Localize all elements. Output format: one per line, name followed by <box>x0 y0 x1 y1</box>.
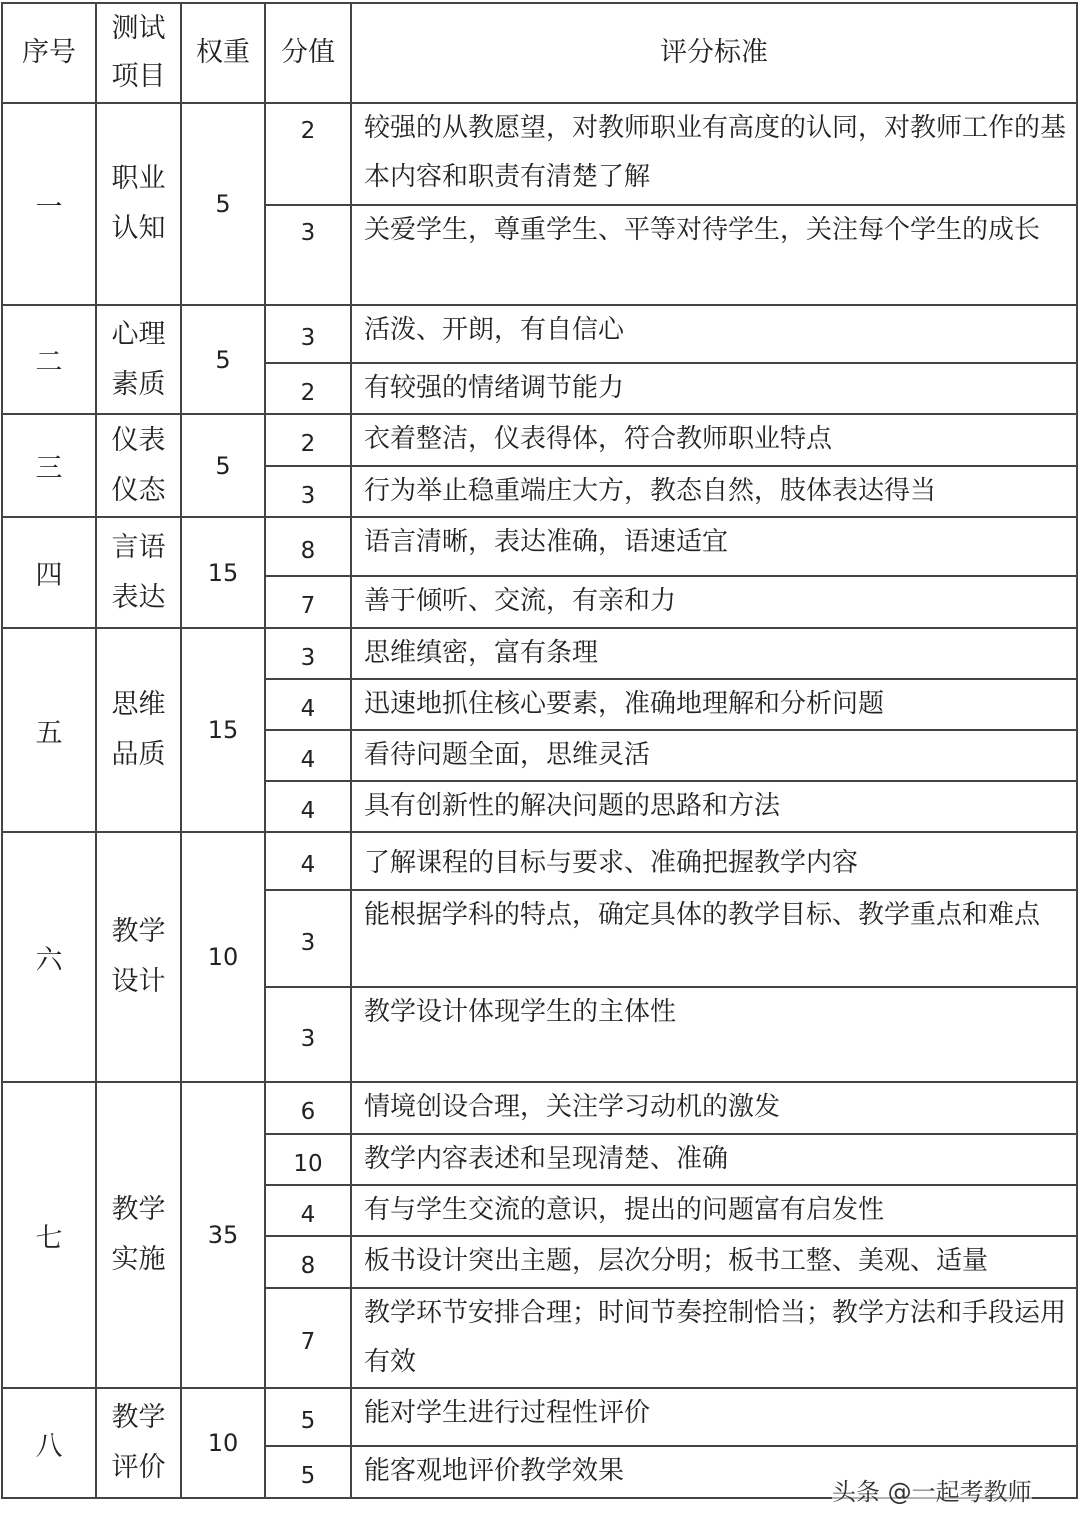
section-weight: 10 <box>181 832 265 1082</box>
section-seq: 六 <box>2 832 96 1082</box>
section-seq: 一 <box>2 103 96 305</box>
row-criteria: 教学环节安排合理；时间节奏控制恰当；教学方法和手段运用有效 <box>351 1288 1077 1388</box>
item-line: 表达 <box>111 581 166 613</box>
table-row <box>2 628 1077 679</box>
section-seq: 四 <box>2 517 96 628</box>
row-criteria: 行为举止稳重端庄大方，教态自然，肢体表达得当 <box>351 466 1077 517</box>
header-item <box>96 3 181 103</box>
header-score: 分值 <box>265 3 351 103</box>
item-line: 仪表 <box>111 424 166 456</box>
item-line: 心理 <box>111 318 166 350</box>
item-line: 教学 <box>111 1402 166 1433</box>
row-criteria: 关爱学生，尊重学生、平等对待学生，关注每个学生的成长 <box>351 205 1077 305</box>
row-score: 7 <box>265 576 351 628</box>
row-criteria: 了解课程的目标与要求、准确把握教学内容 <box>351 832 1077 890</box>
row-criteria: 有较强的情绪调节能力 <box>351 363 1077 414</box>
item-line: 素质 <box>111 368 166 400</box>
row-criteria: 语言清晰，表达准确，语速适宜 <box>351 517 1077 576</box>
row-score: 3 <box>265 987 351 1082</box>
row-score: 8 <box>265 517 351 576</box>
row-score: 5 <box>265 1388 351 1446</box>
row-score: 4 <box>265 832 351 890</box>
section-weight: 10 <box>181 1388 265 1498</box>
row-criteria: 具有创新性的解决问题的思路和方法 <box>351 781 1077 832</box>
table-row <box>2 1082 1077 1134</box>
section-item <box>96 517 181 628</box>
table-row <box>2 103 1077 205</box>
row-score: 3 <box>265 628 351 679</box>
table-row <box>2 1388 1077 1446</box>
item-line: 认知 <box>111 213 166 244</box>
section-weight: 5 <box>181 414 265 517</box>
item-line: 教学 <box>111 916 166 947</box>
section-weight: 35 <box>181 1082 265 1388</box>
header-row <box>2 3 1077 103</box>
item-line: 言语 <box>111 531 166 563</box>
section-weight: 15 <box>181 517 265 628</box>
scoring-table <box>1 2 1078 1499</box>
row-score: 8 <box>265 1236 351 1288</box>
row-criteria: 能客观地评价教学效果 <box>351 1446 1077 1498</box>
watermark: 头条 @一起考教师 <box>832 1472 1032 1507</box>
row-score: 4 <box>265 781 351 832</box>
item-line: 评价 <box>111 1452 166 1483</box>
row-score: 3 <box>265 205 351 305</box>
section-weight: 15 <box>181 628 265 832</box>
table-row <box>2 414 1077 466</box>
section-item <box>96 305 181 414</box>
section-item <box>96 832 181 1082</box>
row-score: 6 <box>265 1082 351 1134</box>
section-seq: 三 <box>2 414 96 517</box>
row-criteria: 能对学生进行过程性评价 <box>351 1388 1077 1446</box>
row-score: 2 <box>265 363 351 414</box>
section-weight: 5 <box>181 305 265 414</box>
header-weight: 权重 <box>181 3 265 103</box>
row-score: 4 <box>265 730 351 781</box>
row-score: 4 <box>265 679 351 730</box>
table-row <box>2 305 1077 363</box>
row-criteria: 较强的从教愿望，对教师职业有高度的认同，对教师工作的基本内容和职责有清楚了解 <box>351 103 1077 205</box>
section-item <box>96 1388 181 1498</box>
item-line: 思维 <box>111 689 166 720</box>
section-weight: 5 <box>181 103 265 305</box>
row-score: 5 <box>265 1446 351 1498</box>
row-criteria: 板书设计突出主题，层次分明；板书工整、美观、适量 <box>351 1236 1077 1288</box>
row-score: 4 <box>265 1185 351 1236</box>
table-row <box>2 832 1077 890</box>
row-score: 10 <box>265 1134 351 1185</box>
row-criteria: 思维缜密，富有条理 <box>351 628 1077 679</box>
row-score: 2 <box>265 414 351 466</box>
header-seq: 序号 <box>2 3 96 103</box>
section-seq: 二 <box>2 305 96 414</box>
row-criteria: 迅速地抓住核心要素，准确地理解和分析问题 <box>351 679 1077 730</box>
item-line: 设计 <box>111 966 166 997</box>
row-score: 7 <box>265 1288 351 1388</box>
section-item <box>96 1082 181 1388</box>
header-item-line: 项目 <box>111 61 166 92</box>
section-seq: 五 <box>2 628 96 832</box>
section-item <box>96 628 181 832</box>
table-row <box>2 517 1077 576</box>
section-seq: 八 <box>2 1388 96 1498</box>
section-item <box>96 414 181 517</box>
row-criteria: 善于倾听、交流，有亲和力 <box>351 576 1077 628</box>
item-line: 仪态 <box>111 474 166 506</box>
header-item-line: 测试 <box>111 13 166 44</box>
row-score: 3 <box>265 305 351 363</box>
header-criteria: 评分标准 <box>351 3 1077 103</box>
row-score: 3 <box>265 466 351 517</box>
row-score: 2 <box>265 103 351 205</box>
row-score: 3 <box>265 890 351 987</box>
row-criteria: 能根据学科的特点，确定具体的教学目标、教学重点和难点 <box>351 890 1077 987</box>
row-criteria: 看待问题全面，思维灵活 <box>351 730 1077 781</box>
row-criteria: 情境创设合理，关注学习动机的激发 <box>351 1082 1077 1134</box>
item-line: 品质 <box>111 739 166 770</box>
section-seq: 七 <box>2 1082 96 1388</box>
row-criteria: 衣着整洁，仪表得体，符合教师职业特点 <box>351 414 1077 466</box>
item-line: 教学 <box>111 1194 166 1225</box>
row-criteria: 教学设计体现学生的主体性 <box>351 987 1077 1082</box>
row-criteria: 活泼、开朗，有自信心 <box>351 305 1077 363</box>
row-criteria: 教学内容表述和呈现清楚、准确 <box>351 1134 1077 1185</box>
item-line: 实施 <box>111 1244 166 1275</box>
item-line: 职业 <box>111 163 166 194</box>
row-criteria: 有与学生交流的意识，提出的问题富有启发性 <box>351 1185 1077 1236</box>
section-item <box>96 103 181 305</box>
